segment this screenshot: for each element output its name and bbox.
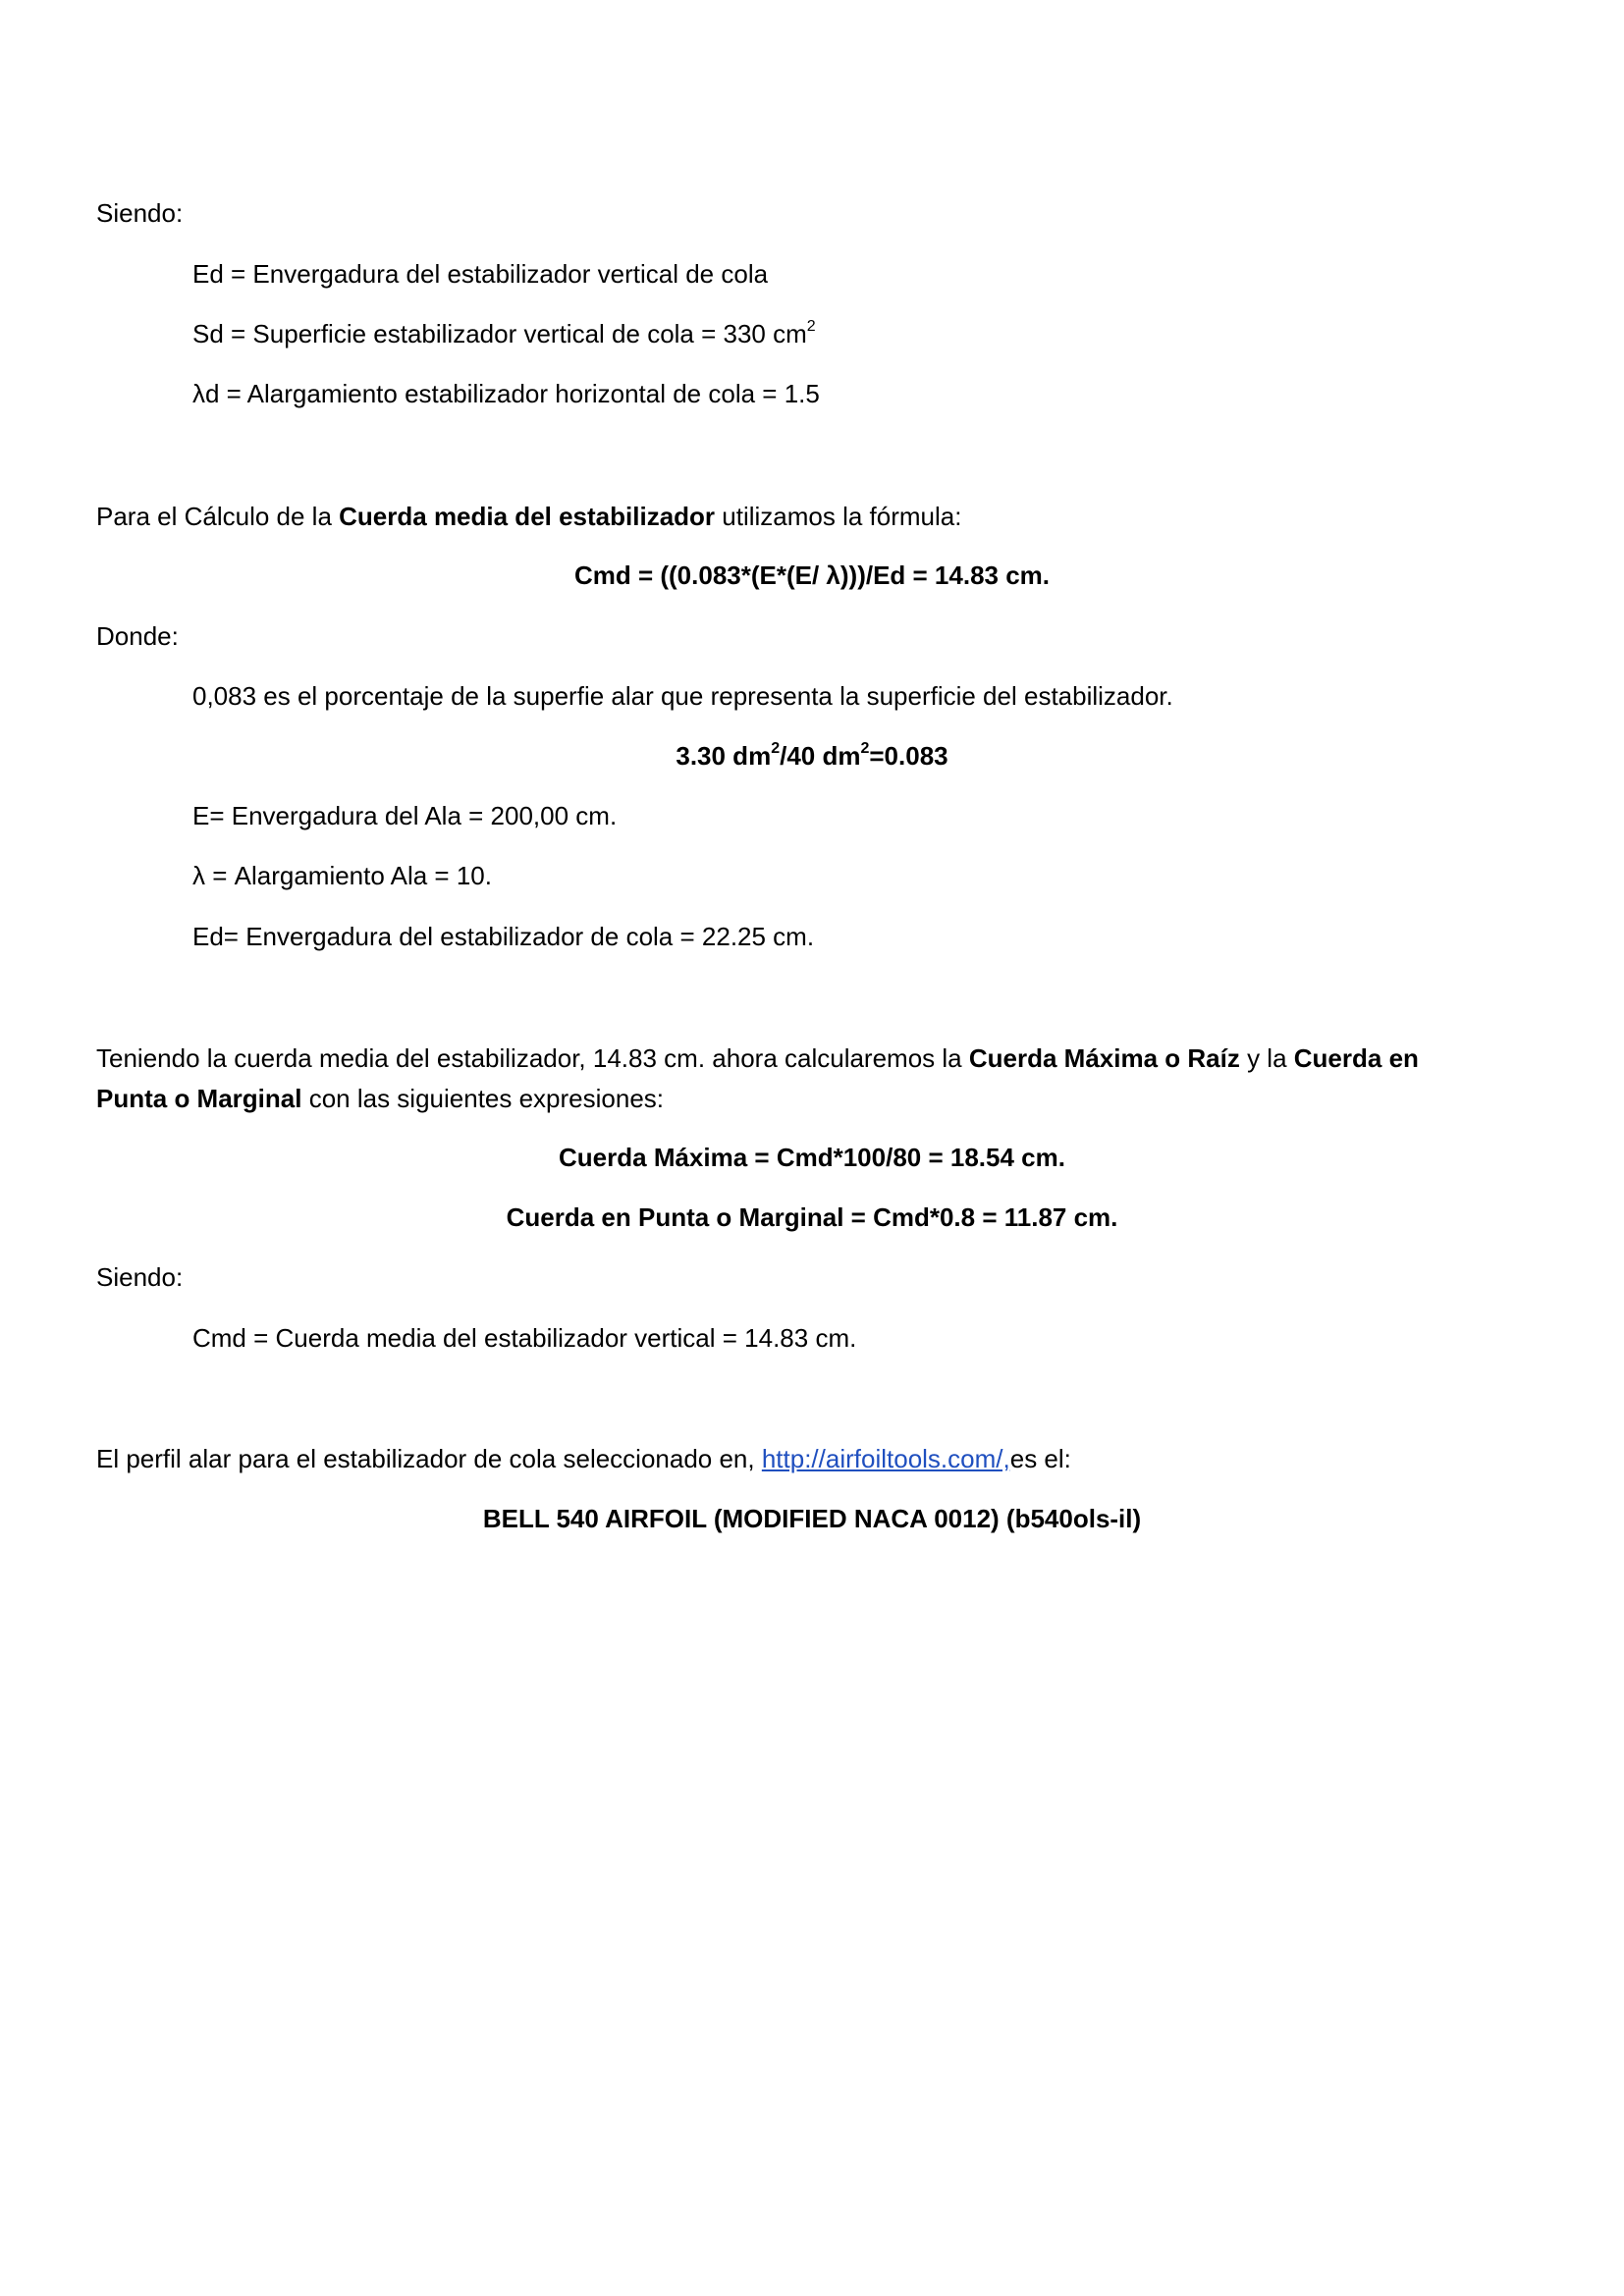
ratio-sup-1: 2 [771, 740, 781, 758]
ratio-sup-2: 2 [860, 740, 870, 758]
p1-text-b: Cuerda Máxima o Raíz [968, 1043, 1240, 1073]
chord-paragraph-line-1 [96, 1041, 1419, 1075]
airfoil-text-post: es el: [1009, 1444, 1071, 1473]
siendo-label-2: Siendo: [96, 1262, 184, 1292]
cmd-formula [0, 559, 1624, 592]
airfoiltools-link[interactable]: http://airfoiltools.com/, [761, 1444, 1010, 1473]
lambda-definition: λ = Alargamiento Ala = 10. [192, 861, 492, 890]
ratio-formula [0, 739, 1624, 773]
max-chord-formula [0, 1141, 1624, 1174]
airfoil-name-text: BELL 540 AIRFOIL (MODIFIED NACA 0012) (b540ols-il) [482, 1504, 1142, 1533]
p2-text-b: con las siguientes expresiones: [301, 1084, 665, 1113]
lambda-d-definition: λd = Alargamiento estabilizador horizontal de cola = 1.5 [192, 379, 820, 408]
p2-text-a: Punta o Marginal [96, 1084, 302, 1113]
sd-definition-text: Sd = Superficie estabilizador vertical de cola = 330 cm [192, 319, 807, 348]
ratio-formula-bold [676, 741, 947, 771]
percentage-definition: 0,083 es el porcentaje de la superfie alar que representa la superficie del estabilizador. [192, 681, 1173, 711]
ed-definition: Ed = Envergadura del estabilizador vertical de cola [192, 259, 769, 289]
ratio-part-b: /40 dm [780, 741, 861, 771]
p1-text-d: Cuerda en [1293, 1043, 1419, 1073]
max-chord-formula-text: Cuerda Máxima = Cmd*100/80 = 18.54 cm. [559, 1143, 1065, 1172]
intro-text-bold: Cuerda media del estabilizador [339, 502, 716, 531]
sd-superscript: 2 [806, 318, 816, 336]
airfoil-paragraph [96, 1442, 1071, 1475]
intro-text-pre: Para el Cálculo de la [96, 502, 340, 531]
ratio-part-c: =0.083 [869, 741, 948, 771]
cmd-definition: Cmd = Cuerda media del estabilizador vertical = 14.83 cm. [192, 1323, 857, 1353]
ratio-part-a: 3.30 dm [676, 741, 772, 771]
tip-chord-formula-text: Cuerda en Punta o Marginal = Cmd*0.8 = 11.87 cm. [506, 1202, 1118, 1232]
ed-value-definition: Ed= Envergadura del estabilizador de cola = 22.25 cm. [192, 922, 815, 951]
e-definition: E= Envergadura del Ala = 200,00 cm. [192, 801, 618, 830]
airfoil-text-pre: El perfil alar para el estabilizador de cola seleccionado en, [96, 1444, 762, 1473]
intro-paragraph [96, 500, 961, 533]
airfoil-name [0, 1502, 1624, 1535]
siendo-label-1: Siendo: [96, 198, 184, 228]
intro-text-post: utilizamos la fórmula: [715, 502, 962, 531]
tip-chord-formula [0, 1201, 1624, 1234]
p1-text-a: Teniendo la cuerda media del estabilizador, 14.83 cm. ahora calcularemos la [96, 1043, 969, 1073]
donde-label: Donde: [96, 621, 179, 651]
sd-definition [192, 317, 816, 350]
cmd-formula-text: Cmd = ((0.083*(E*(E/ λ)))/Ed = 14.83 cm. [573, 561, 1051, 590]
chord-paragraph-line-2 [96, 1082, 664, 1115]
p1-text-c: y la [1239, 1043, 1294, 1073]
